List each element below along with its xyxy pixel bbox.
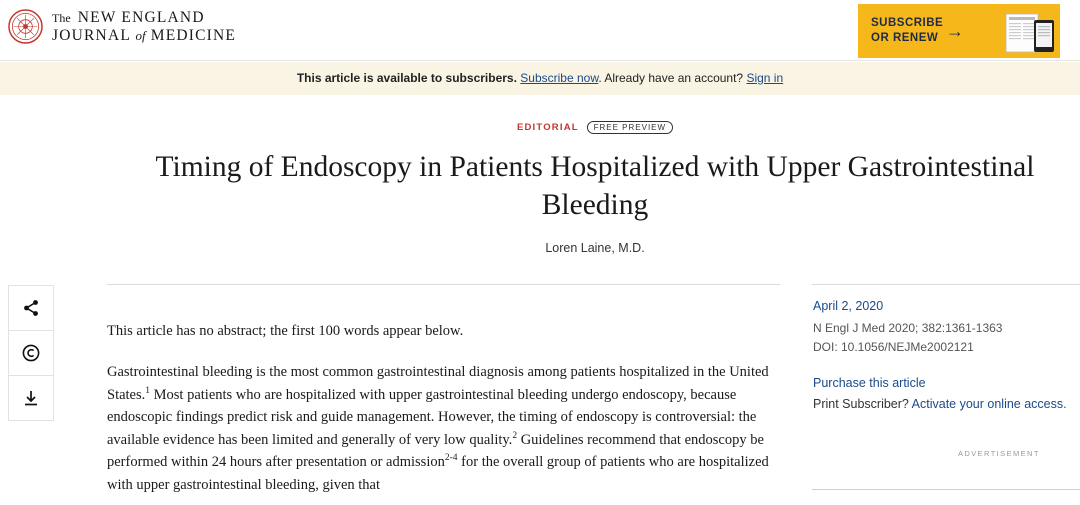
banner-message: This article is available to subscribers. (296, 71, 517, 85)
logo-line1: NEW ENGLAND (77, 9, 205, 26)
body-text-1: Gastrointestinal bleeding is the most common gastrointestinal diagnosis among patients hospitalized in the United States. (107, 364, 769, 403)
subscribe-or-renew-button[interactable] (858, 4, 1060, 58)
article-toolbar (8, 285, 52, 421)
share-button[interactable] (8, 285, 54, 331)
reference-link[interactable]: 2-4 (444, 453, 458, 464)
download-button[interactable] (8, 376, 54, 421)
doi: DOI: 10.1056/NEJMe2002121 (813, 340, 974, 354)
article-author[interactable]: Loren Laine, M.D. (545, 241, 645, 255)
free-preview-badge: FREE PREVIEW (587, 121, 673, 134)
arrow-right-icon: → (946, 20, 964, 41)
logo-journal: JOURNAL (52, 27, 131, 44)
section-label[interactable]: EDITORIAL (516, 122, 579, 133)
subscribe-label (871, 16, 946, 46)
publication-date: April 2, 2020 (813, 299, 884, 313)
body-text-3: Guidelines recommend that endoscopy be performed within 24 hours after presentation or admission (107, 431, 764, 470)
nejm-seal-icon (8, 9, 43, 44)
article-body-preview (107, 361, 780, 496)
activate-online-access-link[interactable]: Activate your online access. (911, 397, 1067, 411)
body-text-4: for the overall group of patients who are hospitalized with upper gastrointestinal bleeding, given that (107, 454, 769, 493)
subscriber-banner (0, 62, 1080, 95)
permissions-button[interactable] (8, 331, 54, 376)
purchase-article-link[interactable]: Purchase this article (813, 376, 926, 390)
body-text-2: Most patients who are hospitalized with upper gastrointestinal bleeding undergo endoscopy, because endoscopic findings predict risk and guide management. However, the timing of endoscopy is controversial: the available evidence has been limited and generally of very low quality. (107, 386, 757, 448)
journal-device-icon (1004, 12, 1056, 54)
content-divider (107, 284, 780, 285)
print-subscriber-label: Print Subscriber? (813, 397, 909, 411)
advertisement-label: ADVERTISEMENT (958, 449, 1040, 458)
article-title: Timing of Endoscopy in Patients Hospitalized with Upper Gastrointestinal Bleeding (155, 151, 1035, 221)
subscribe-line1: SUBSCRIBE (871, 17, 944, 29)
advertisement-divider (812, 489, 1080, 490)
copyright-icon (22, 344, 40, 362)
logo-the: The (52, 11, 71, 25)
reference-link[interactable]: 2 (512, 430, 518, 441)
reference-link[interactable]: 1 (145, 385, 151, 396)
citation-block (813, 319, 1002, 357)
banner-account-text: . Already have an account? (598, 71, 744, 85)
share-icon (22, 299, 40, 317)
logo-of: of (135, 28, 146, 43)
subscribe-line2: OR RENEW (871, 32, 939, 44)
subscribe-now-link[interactable]: Subscribe now (520, 71, 599, 85)
article-kicker (0, 121, 1080, 134)
download-icon (22, 389, 40, 407)
sign-in-link[interactable]: Sign in (746, 71, 784, 85)
print-subscriber-line (813, 397, 1067, 411)
nejm-logo[interactable] (8, 9, 236, 44)
sidebar-divider (812, 284, 1080, 285)
abstract-note: This article has no abstract; the first 100 words appear below. (107, 323, 464, 339)
site-header (0, 0, 1080, 61)
journal-citation: N Engl J Med 2020; 382:1361-1363 (813, 321, 1003, 335)
logo-medicine: MEDICINE (150, 27, 237, 44)
logo-wordmark (52, 9, 236, 44)
